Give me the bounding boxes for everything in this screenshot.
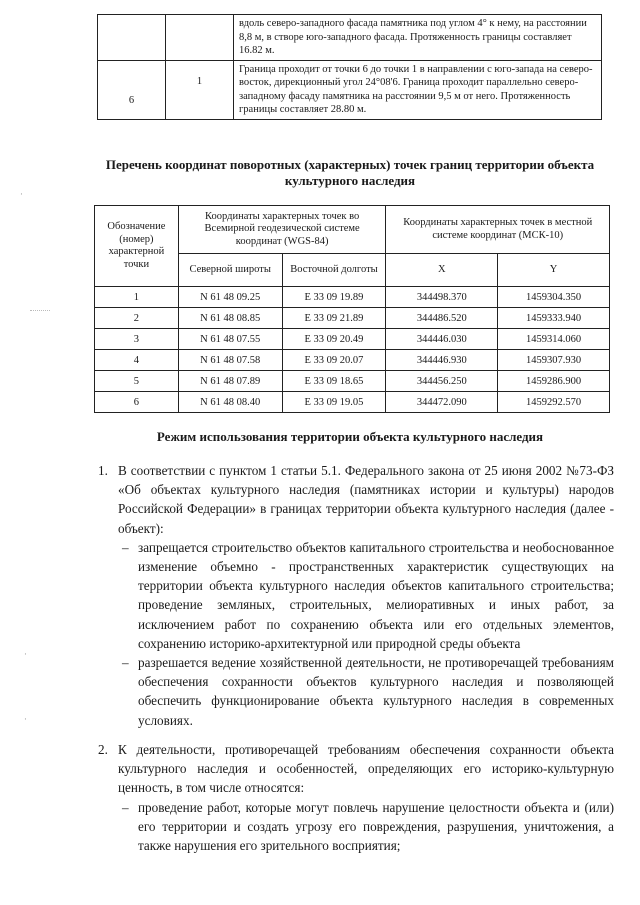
latitude-cell: N 61 48 07.89 [178, 371, 282, 392]
longitude-cell: E 33 09 20.07 [282, 350, 386, 371]
boundary-description-table [97, 14, 602, 120]
list-item [118, 653, 614, 730]
scan-mark: · [24, 650, 27, 660]
item-number: 2. [98, 742, 108, 757]
table-row [98, 15, 602, 61]
header-point: Обозначение (номер) характерной точки [95, 206, 179, 287]
dash-bullet: – [122, 655, 129, 671]
boundary-text-cell: вдоль северо-западного фасада памятника под углом 4° к нему, на расстоянии 8,8 м, в створе юго-западного фасада. Протяженность границы составляет 16.82 м. [234, 15, 602, 61]
x-coord-cell: 344456.250 [386, 371, 498, 392]
coordinates-table [94, 205, 610, 413]
longitude-cell: E 33 09 19.05 [282, 392, 386, 413]
y-coord-cell: 1459307.930 [498, 350, 610, 371]
scan-mark: · [20, 190, 23, 200]
header-lat: Северной широты [178, 254, 282, 287]
item-text: В соответствии с пунктом 1 статьи 5.1. Федерального закона от 25 июня 2002 №73-ФЗ «Об объектах культурного наследия (памятниках истории и культуры) народов Российской Федерации» в границах территории объекта культурного наследия (далее - объект): [118, 463, 614, 536]
table-row [98, 60, 602, 119]
point-number-cell: 4 [95, 350, 179, 371]
list-item [118, 538, 614, 653]
table-row [95, 329, 610, 350]
list-item-text: проведение работ, которые могут повлечь нарушение целостности объекта и (или) его территории и создать угрозу его повреждения, разрушения, уничтожения, а также нарушения его зрительного восприятия; [138, 799, 614, 854]
list-item [118, 798, 614, 856]
latitude-cell: N 61 48 07.58 [178, 350, 282, 371]
point-number-cell: 6 [95, 392, 179, 413]
latitude-cell: N 61 48 08.40 [178, 392, 282, 413]
longitude-cell: E 33 09 21.89 [282, 308, 386, 329]
regime-section-title: Режим использования территории объекта культурного наследия [156, 429, 544, 444]
x-coord-cell: 344498.370 [386, 287, 498, 308]
header-msk: Координаты характерных точек в местной системе координат (МСК-10) [386, 206, 610, 254]
dash-bullet: – [122, 539, 129, 555]
x-coord-cell: 344486.520 [386, 308, 498, 329]
x-coord-cell: 344472.090 [386, 392, 498, 413]
dash-bullet: – [122, 799, 129, 815]
from-point-cell: 6 [98, 60, 166, 119]
y-coord-cell: 1459304.350 [498, 287, 610, 308]
latitude-cell: N 61 48 07.55 [178, 329, 282, 350]
longitude-cell: E 33 09 20.49 [282, 329, 386, 350]
y-coord-cell: 1459286.900 [498, 371, 610, 392]
boundary-text-cell: Граница проходит от точки 6 до точки 1 в направлении с юго-запада на северо-восток, дирекционный угол 24°08'6. Граница проходит параллельно северо-западному фасаду памятника на расстоянии 9,5 м от него. Протяженность границы составляет 28.80 м. [234, 60, 602, 119]
point-number-cell: 2 [95, 308, 179, 329]
header-y: Y [498, 254, 610, 287]
latitude-cell: N 61 48 08.85 [178, 308, 282, 329]
y-coord-cell: 1459314.060 [498, 329, 610, 350]
point-number-cell: 5 [95, 371, 179, 392]
table-row [95, 392, 610, 413]
regime-item-2 [98, 740, 614, 855]
table-row [95, 308, 610, 329]
y-coord-cell: 1459292.570 [498, 392, 610, 413]
list-item-text: разрешается ведение хозяйственной деятельности, не противоречащей требованиям обеспечения сохранности объектов культурного наследия и позволяющей обеспечить функционирование объекта культурного наследия в современных условиях. [138, 655, 614, 728]
coordinates-body [95, 287, 610, 413]
coords-section-title: Перечень координат поворотных (характерных) точек границ территории объекта культурного наследия [105, 157, 595, 188]
item-number: 1. [98, 463, 108, 478]
point-number-cell: 1 [95, 287, 179, 308]
scan-mark [30, 310, 50, 311]
x-coord-cell: 344446.930 [386, 350, 498, 371]
header-x: X [386, 254, 498, 287]
y-coord-cell: 1459333.940 [498, 308, 610, 329]
table-row [95, 350, 610, 371]
header-lon: Восточной долготы [282, 254, 386, 287]
longitude-cell: E 33 09 18.65 [282, 371, 386, 392]
table-row [95, 371, 610, 392]
x-coord-cell: 344446.030 [386, 329, 498, 350]
list-item-text: запрещается строительство объектов капитального строительства и необоснованное изменение объемно - пространственных характеристик существующих на территории объекта культурного наследия объектов капитального строительства; проведение земляных, строительных, мелиоративных и иных работ, за исключением работ по сохранению объекта или его отдельных элементов, сохранению историко-архитектурной или природной среды объекта [138, 539, 614, 651]
table-row [95, 287, 610, 308]
latitude-cell: N 61 48 09.25 [178, 287, 282, 308]
item-text: К деятельности, противоречащей требованиям обеспечения сохранности объекта культурного наследия и особенностей, определяющих его историко-культурную ценность, в том числе относятся: [118, 742, 614, 796]
point-number-cell: 3 [95, 329, 179, 350]
to-point-cell: 1 [166, 60, 234, 119]
regime-item-1 [98, 461, 614, 730]
scan-mark: · [24, 715, 27, 725]
header-wgs: Координаты характерных точек во Всемирной геодезической системе координат (WGS-84) [178, 206, 386, 254]
longitude-cell: E 33 09 19.89 [282, 287, 386, 308]
